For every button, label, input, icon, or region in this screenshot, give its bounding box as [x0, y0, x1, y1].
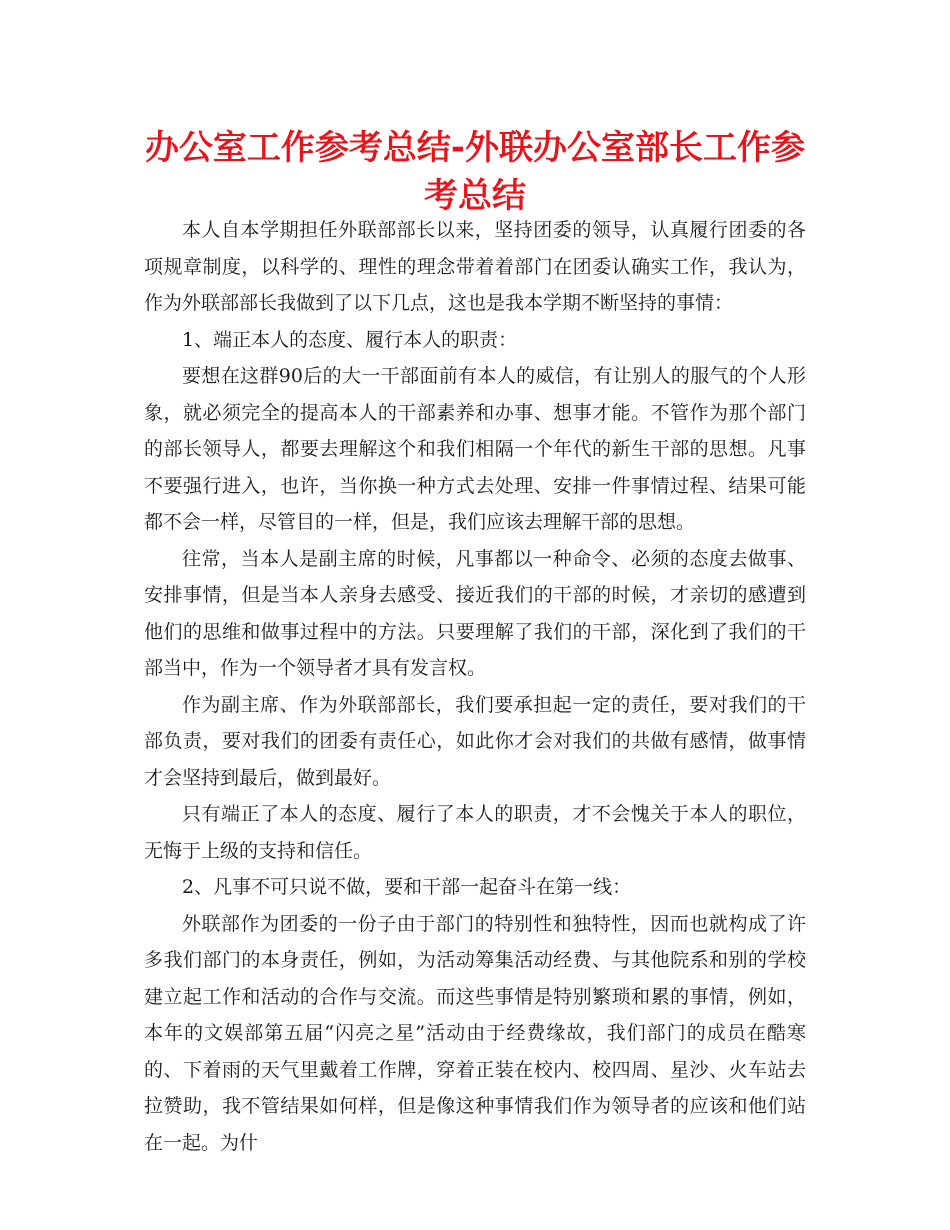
paragraph: 作为副主席、作为外联部部长，我们要承担起一定的责任，要对我们的干部负责，要对我们的团委有责任心，如此你才会对我们的共做有感情，做事情才会坚持到最后，做到最好。 — [144, 693, 806, 789]
document-body — [144, 212, 806, 1161]
paragraph: 外联部作为团委的一份子由于部门的特别性和独特性，因而也就构成了许多我们部门的本身责任，例如，为活动筹集活动经费、与其他院系和别的学校建立起工作和活动的合作与交流。而这些事情是特别繁琐和累的事情，例如，本年的文娱部第五届“闪亮之星”活动由于经费缘故，我们部门的成员在酷寒的、下着雨的天气里戴着工作牌，穿着正装在校内、校四周、星沙、火车站去拉赞助，我不管结果如何样，但是像这种事情我们作为领导者的应该和他们站在一起。为什 — [144, 912, 806, 1154]
section-heading-1: 1、端正本人的态度、履行本人的职责： — [182, 328, 518, 351]
paragraph: 只有端正了本人的态度、履行了本人的职责，才不会愧关于本人的职位，无悔于上级的支持和信任。 — [144, 803, 806, 862]
document-title: 办公室工作参考总结-外联办公室部长工作参考总结 — [144, 128, 806, 216]
paragraph: 要想在这群90后的大一干部面前有本人的威信，有让别人的服气的个人形象，就必须完全的提高本人的干部素养和办事、想事才能。不管作为那个部门的部长领导人，都要去理解这个和我们相隔一个年代的新生干部的思想。凡事不要强行进入，也许，当你换一种方式去处理、安排一件事情过程、结果可能都不会一样，尽管目的一样，但是，我们应该去理解干部的思想。 — [144, 365, 806, 533]
paragraph: 往常，当本人是副主席的时候，凡事都以一种命令、必须的态度去做事、安排事情，但是当本人亲身去感受、接近我们的干部的时候，才亲切的感遭到他们的思维和做事过程中的方法。只要理解了我们的干部，深化到了我们的干部当中，作为一个领导者才具有发言权。 — [144, 547, 806, 679]
section-heading-2: 2、凡事不可只说不做，要和干部一起奋斗在第一线： — [182, 876, 632, 898]
paragraph-intro: 本人自本学期担任外联部部长以来，坚持团委的领导，认真履行团委的各项规章制度，以科学的、理性的理念带着着部门在团委认确实工作，我认为，作为外联部部长我做到了以下几点，这也是我本学期不断坚持的事情： — [144, 219, 806, 314]
